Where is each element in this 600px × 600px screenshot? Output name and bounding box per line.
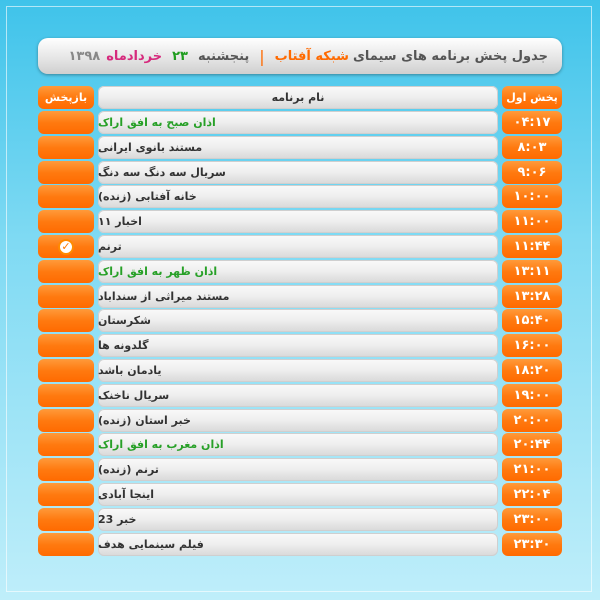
program-time: ۱۱:۰۰ bbox=[502, 210, 562, 233]
weekday: پنجشنبه bbox=[197, 48, 250, 64]
program-time: ۱۰:۰۰ bbox=[502, 185, 562, 208]
program-time: ۱۳:۱۱ bbox=[502, 260, 562, 283]
schedule-header bbox=[38, 38, 562, 74]
rerun-cell bbox=[38, 508, 94, 531]
program-time: ۱۶:۰۰ bbox=[502, 334, 562, 357]
table-row bbox=[38, 458, 562, 481]
rerun-cell bbox=[38, 185, 94, 208]
table-row bbox=[38, 161, 562, 184]
program-title: فیلم سینمایی هدف bbox=[98, 533, 498, 556]
program-title: ترنم (زنده) bbox=[98, 458, 498, 481]
program-time: ۲۰:۰۰ bbox=[502, 409, 562, 432]
program-time: ۲۱:۰۰ bbox=[502, 458, 562, 481]
rerun-cell bbox=[38, 359, 94, 382]
table-row bbox=[38, 359, 562, 382]
program-title: سریال ناخنک bbox=[98, 384, 498, 407]
program-title: اخبار ۱۱ bbox=[98, 210, 498, 233]
day-number: ۲۳ bbox=[172, 48, 188, 64]
network-name: شبکه آفتاب bbox=[274, 48, 349, 64]
program-time: ۱۵:۴۰ bbox=[502, 309, 562, 332]
table-row bbox=[38, 309, 562, 332]
program-title: اذان مغرب به افق اراک bbox=[98, 433, 498, 456]
column-header-title: نام برنامه bbox=[98, 86, 498, 109]
table-row bbox=[38, 260, 562, 283]
program-title: مستند بانوی ایرانی bbox=[98, 136, 498, 159]
program-title: اذان ظهر به افق اراک bbox=[98, 260, 498, 283]
program-time: ۱۱:۴۴ bbox=[502, 235, 562, 258]
program-title: اینجا آبادی bbox=[98, 483, 498, 506]
table-row bbox=[38, 111, 562, 134]
year: ۱۳۹۸ bbox=[68, 48, 101, 64]
program-title: گلدونه ها bbox=[98, 334, 498, 357]
month-name: خردادماه bbox=[106, 48, 163, 64]
column-header-rerun: بازپخش bbox=[38, 86, 94, 109]
table-row bbox=[38, 235, 562, 258]
rerun-cell bbox=[38, 210, 94, 233]
program-title: شکرستان bbox=[98, 309, 498, 332]
table-row bbox=[38, 433, 562, 456]
table-row bbox=[38, 210, 562, 233]
rerun-cell bbox=[38, 458, 94, 481]
table-row bbox=[38, 384, 562, 407]
program-title: اذان صبح به افق اراک bbox=[98, 111, 498, 134]
program-time: ۱۸:۲۰ bbox=[502, 359, 562, 382]
program-time: ۱۳:۲۸ bbox=[502, 285, 562, 308]
program-title: سریال سه دنگ سه دنگ bbox=[98, 161, 498, 184]
program-time: ۲۲:۰۴ bbox=[502, 483, 562, 506]
table-row bbox=[38, 185, 562, 208]
rerun-cell bbox=[38, 235, 94, 258]
rerun-cell bbox=[38, 161, 94, 184]
rerun-cell bbox=[38, 384, 94, 407]
check-circle-icon: ✓ bbox=[58, 239, 74, 255]
program-time: ۲۳:۰۰ bbox=[502, 508, 562, 531]
table-row bbox=[38, 409, 562, 432]
header-prefix: جدول پخش برنامه های سیمای bbox=[352, 48, 548, 64]
rerun-cell bbox=[38, 309, 94, 332]
rerun-cell bbox=[38, 136, 94, 159]
program-time: ۱۹:۰۰ bbox=[502, 384, 562, 407]
table-row bbox=[38, 508, 562, 531]
rerun-cell bbox=[38, 111, 94, 134]
column-header-time: پخش اول bbox=[502, 86, 562, 109]
rerun-cell bbox=[38, 533, 94, 556]
table-row bbox=[38, 285, 562, 308]
program-time: ۹:۰۶ bbox=[502, 161, 562, 184]
rerun-cell bbox=[38, 260, 94, 283]
program-time: ۲۳:۳۰ bbox=[502, 533, 562, 556]
program-time: ۲۰:۴۴ bbox=[502, 433, 562, 456]
table-row bbox=[38, 483, 562, 506]
rerun-cell bbox=[38, 409, 94, 432]
program-title: ترنم bbox=[98, 235, 498, 258]
table-row bbox=[38, 533, 562, 556]
rerun-cell bbox=[38, 483, 94, 506]
program-title: خبر استان (زنده) bbox=[98, 409, 498, 432]
rerun-cell bbox=[38, 334, 94, 357]
program-title: مستند میراثی از سنداباد bbox=[98, 285, 498, 308]
program-time: ۸:۰۳ bbox=[502, 136, 562, 159]
program-title: خبر 23 bbox=[98, 508, 498, 531]
table-header-row bbox=[38, 86, 562, 109]
rerun-cell bbox=[38, 285, 94, 308]
table-row bbox=[38, 334, 562, 357]
table-row bbox=[38, 136, 562, 159]
program-title: یادمان باشد bbox=[98, 359, 498, 382]
rerun-cell bbox=[38, 433, 94, 456]
program-title: خانه آفتابی (زنده) bbox=[98, 185, 498, 208]
program-time: ۰۴:۱۷ bbox=[502, 111, 562, 134]
header-separator: | bbox=[259, 46, 265, 66]
